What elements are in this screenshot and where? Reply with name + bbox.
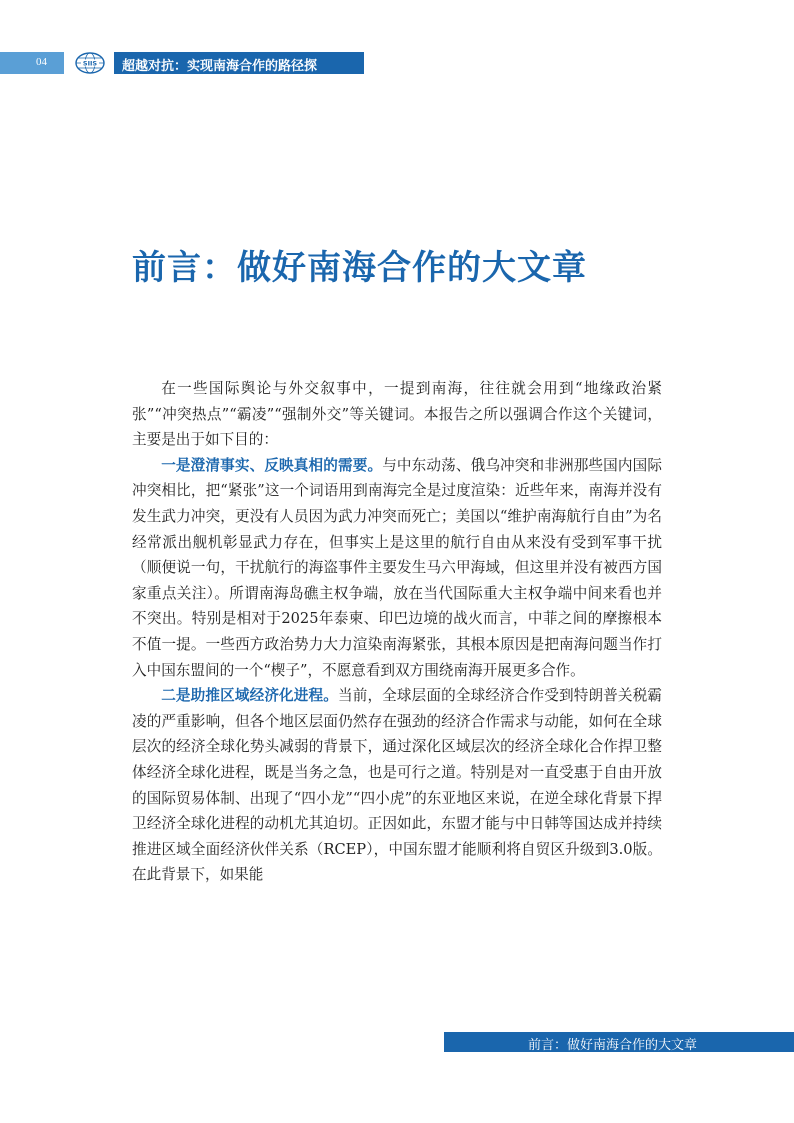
intro-paragraph bbox=[132, 376, 662, 453]
running-title-box bbox=[114, 52, 364, 74]
logo-text: SIIS bbox=[82, 59, 98, 68]
section-title: 前言：做好南海合作的大文章 bbox=[132, 248, 587, 288]
page-footer bbox=[444, 1032, 794, 1052]
body-text bbox=[132, 376, 662, 888]
siis-logo-icon bbox=[74, 51, 106, 75]
paragraph-1-body: 与中东动荡、俄乌冲突和非洲那些国内国际冲突相比，把“紧张”这一个词语用到南海完全是过度渲染：近些年来，南海并没有发生武力冲突，更没有人员因为武力冲突而死亡；美国以“维护南海航行自由”为名经常派出舰机彰显武力存在，但事实上是这里的航行自由从来没有受到军事干扰（顺便说一句，干扰航行的海盗事件主要发生马六甲海域，但这里并没有被西方国家重点关注）。所谓南海岛礁主权争端，放在当代国际重大主权争端中间来看也并不突出。特别是相对于2025年泰柬、印巴边境的战火而言，中菲之间的摩擦根本不值一提。一些西方政治势力大力渲染南海紧张，其根本原因是把南海问题当作打入中国东盟间的一个“楔子”，不愿意看到双方围绕南海开展更多合作。 bbox=[132, 456, 662, 679]
intro-text: 在一些国际舆论与外交叙事中，一提到南海，往往就会用到“地缘政治紧张”“冲突热点”“霸凌”“强制外交”等关键词。本报告之所以强调合作这个关键词，主要是出于如下目的： bbox=[132, 380, 662, 449]
footer-title: 前言：做好南海合作的大文章 bbox=[528, 1038, 698, 1053]
paragraph-1-lead: 一是澄清事实、反映真相的需要。 bbox=[161, 456, 383, 474]
running-title: 超越对抗：实现南海合作的路径探 bbox=[122, 59, 318, 74]
paragraph-2-body: 当前，全球层面的全球经济合作受到特朗普关税霸凌的严重影响，但各个地区层面仍然存在强劲的经济合作需求与动能，如何在全球层次的经济全球化势头减弱的背景下，通过深化区域层次的经济全球化合作捍卫整体经济全球化进程，既是当务之急，也是可行之道。特别是对一直受惠于自由开放的国际贸易体制、出现了“四小龙”“四小虎”的东亚地区来说，在逆全球化背景下捍卫经济全球化进程的动机尤其迫切。正因如此，东盟才能与中日韩等国达成并持续推进区域全面经济伙伴关系（RCEP），中国东盟才能顺利将自贸区升级到3.0版。在此背景下，如果能 bbox=[132, 687, 662, 884]
paragraph-1 bbox=[132, 453, 662, 683]
page-number: 04 bbox=[36, 56, 47, 68]
paragraph-2-lead: 二是助推区域经济化进程。 bbox=[161, 687, 338, 705]
paragraph-2 bbox=[132, 683, 662, 888]
page-number-box bbox=[0, 52, 64, 74]
page-header bbox=[0, 52, 364, 74]
